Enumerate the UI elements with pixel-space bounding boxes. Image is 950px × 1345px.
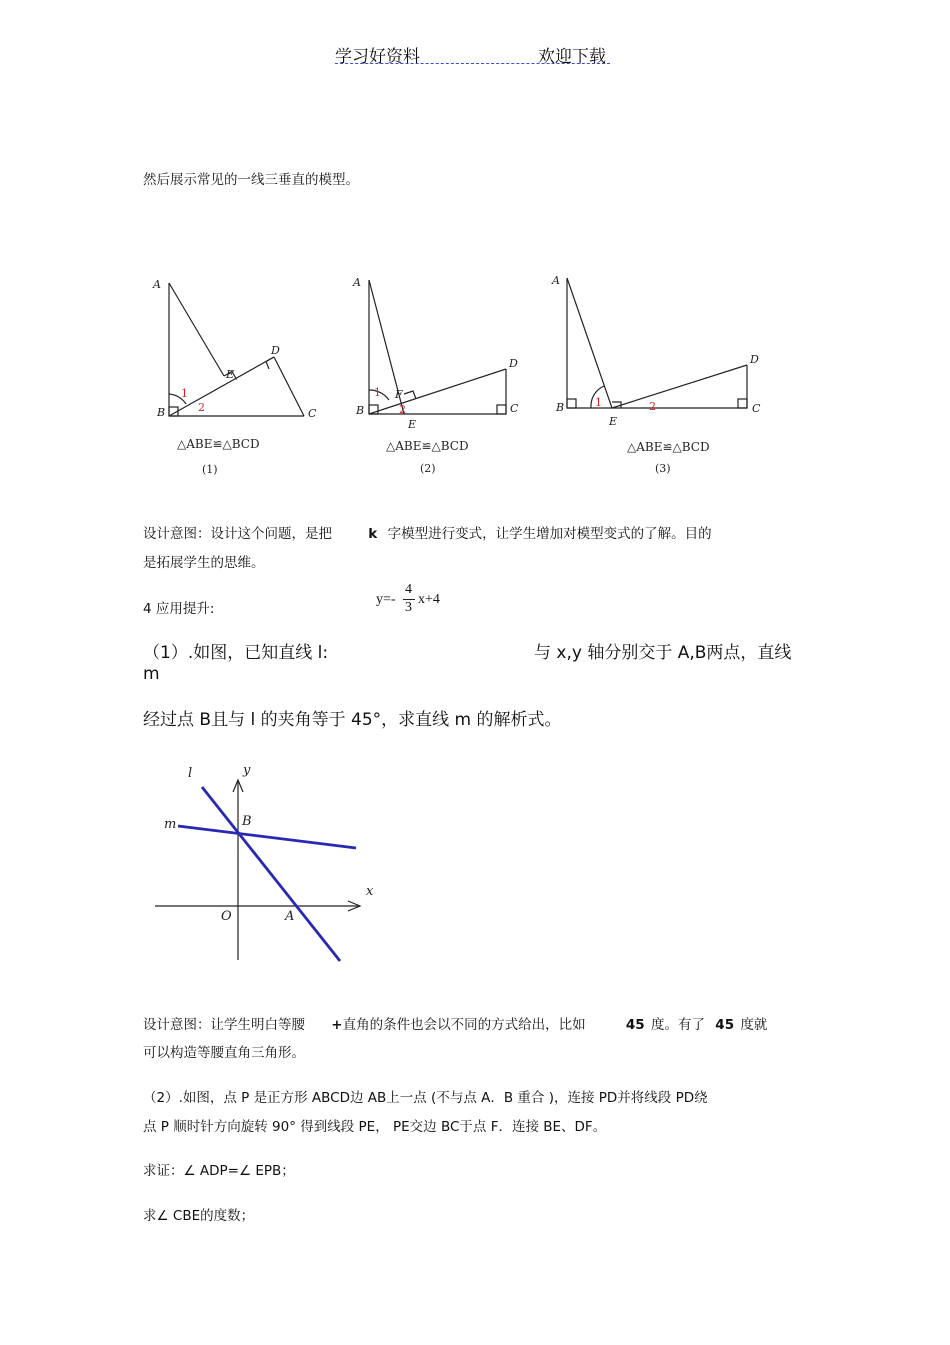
graph-label-y: y [243,763,251,778]
fig1-label-a: A [153,278,161,291]
fig2-label-d: D [509,357,518,370]
fig3-label-b: B [556,401,565,414]
fig3-label-d: D [750,353,759,366]
section-4-title: 4 应用提升: [143,601,215,617]
coordinate-graph [150,760,390,970]
fig1-label-e: E [226,368,235,381]
header-divider [335,63,610,64]
problem-1-part-c: m [143,664,160,684]
fig2-label-c: C [510,402,519,415]
proof-2: 求∠ CBE的度数； [143,1208,255,1224]
fig2-caption: △ABE≌△BCD [386,439,469,453]
fig1-angle-2: 2 [198,401,205,414]
fig2-angle-2: 2 [399,403,406,416]
problem-1-part-b: 与 x,y 轴分别交于 A,B两点，直线 [534,643,792,663]
fig3-number: (3) [655,462,671,475]
fig2-number: (2) [420,462,436,475]
graph-label-b: B [242,814,252,829]
fig1-label-b: B [157,406,166,419]
fig1-label-d: D [271,344,280,357]
fig3-label-a: A [552,274,560,287]
problem-2-line1: （2）.如图，点 P 是正方形 ABCD边 AB上一点 (不与点 A．B 重合 )，连接 PD并将线段 PD绕 [143,1090,708,1106]
fig3-label-e: E [609,415,618,428]
fig2-label-b: B [356,404,365,417]
header-right: 欢迎下载 [538,47,606,67]
graph-label-l: l [188,766,193,781]
fig1-number: (1) [202,463,218,476]
fig1-caption: △ABE≌△BCD [177,437,260,451]
fig1-angle-1: 1 [181,387,188,400]
graph-label-a: A [285,909,295,924]
design-intent-1-line2: 是拓展学生的思维。 [143,555,265,571]
triangle-figures [140,268,820,483]
fig3-angle-2: 2 [649,400,656,413]
fig1-label-c: C [308,407,317,420]
problem-1-part-a: （1）.如图，已知直线 l: [143,643,329,663]
graph-label-m: m [164,817,177,832]
graph-label-x: x [366,884,374,899]
fig2-label-a: A [353,276,361,289]
problem-1-line2: 经过点 B且与 l 的夹角等于 45°，求直线 m 的解析式。 [143,710,562,730]
proof-1: 求证：∠ ADP=∠ EPB； [143,1163,295,1179]
fig2-angle-1: 1 [374,386,381,399]
fig3-angle-1: 1 [595,396,602,409]
fig2-label-e: E [408,418,417,431]
fig2-label-f: F [395,388,403,401]
design-intent-2-line2: 可以构造等腰直角三角形。 [143,1045,305,1061]
fig3-caption: △ABE≌△BCD [627,440,710,454]
graph-label-o: O [221,909,232,924]
fig3-label-c: C [752,402,761,415]
design-intent-2-line1: 设计意图：让学生明白等腰 +直角的条件也会以不同的方式给出，比如 45 度。有了 45 度就 [143,1017,768,1033]
design-intent-1-line1: 设计意图：设计这个问题，是把 k 字模型进行变式，让学生增加对模型变式的了解。目的 [143,526,712,542]
header-left: 学习好资料 [335,47,420,67]
intro-text: 然后展示常见的一线三垂直的模型。 [143,172,359,188]
problem-2-line2: 点 P 顺时针方向旋转 90° 得到线段 PE， PE交边 BC于点 F．连接 BE、DF。 [143,1119,607,1135]
